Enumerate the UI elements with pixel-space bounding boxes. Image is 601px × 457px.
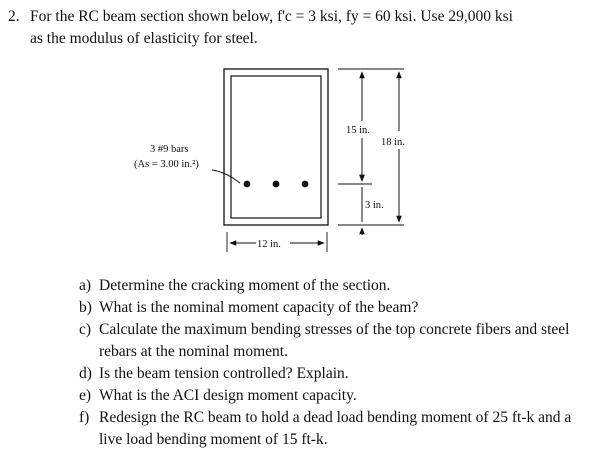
area-label: (As = 3.00 in.²) bbox=[134, 159, 199, 170]
question-label: d) bbox=[79, 365, 92, 382]
question-item bbox=[79, 363, 594, 385]
question-label: c) bbox=[79, 321, 92, 338]
question-item bbox=[79, 275, 594, 297]
question-list bbox=[79, 275, 594, 451]
rebar bbox=[244, 181, 251, 188]
bars-label: 3 #9 bars bbox=[150, 144, 189, 155]
question-text: Is the beam tension controlled? Explain. bbox=[99, 365, 349, 382]
height-label: 18 in. bbox=[381, 137, 405, 148]
question-item bbox=[79, 297, 594, 319]
width-label: 12 in. bbox=[257, 239, 281, 250]
question-label: e) bbox=[79, 387, 92, 404]
question-label: a) bbox=[79, 277, 92, 294]
question-text: Calculate the maximum bending stresses of the top concrete fibers and steel rebars at the nominal moment. bbox=[99, 321, 570, 360]
question-item bbox=[79, 407, 594, 451]
question-text: Determine the cracking moment of the section. bbox=[99, 277, 391, 294]
bars-leader-line bbox=[212, 170, 240, 183]
question-item bbox=[79, 385, 594, 407]
question-label: b) bbox=[79, 299, 92, 316]
question-item bbox=[79, 319, 594, 363]
question-text: Redesign the RC beam to hold a dead load bending moment of 25 ft-k and a live load bending moment of 15 ft-k. bbox=[99, 409, 572, 448]
question-text: What is the nominal moment capacity of the beam? bbox=[99, 299, 419, 316]
cover-label: 3 in. bbox=[365, 200, 384, 211]
question-label: f) bbox=[79, 409, 90, 426]
problem-text-line-2: as the modulus of elasticity for steel. bbox=[30, 30, 258, 47]
problem-number: 2. bbox=[8, 8, 20, 25]
beam-outer-outline bbox=[224, 69, 328, 225]
depth-label: 15 in. bbox=[346, 125, 370, 136]
question-text: What is the ACI design moment capacity. bbox=[99, 387, 357, 404]
rebar bbox=[273, 181, 280, 188]
rebar bbox=[302, 181, 309, 188]
problem-text-line-1: For the RC beam section shown below, f'c = 3 ksi, fy = 60 ksi. Use 29,000 ksi bbox=[30, 8, 513, 25]
beam-inner-outline bbox=[231, 76, 321, 218]
